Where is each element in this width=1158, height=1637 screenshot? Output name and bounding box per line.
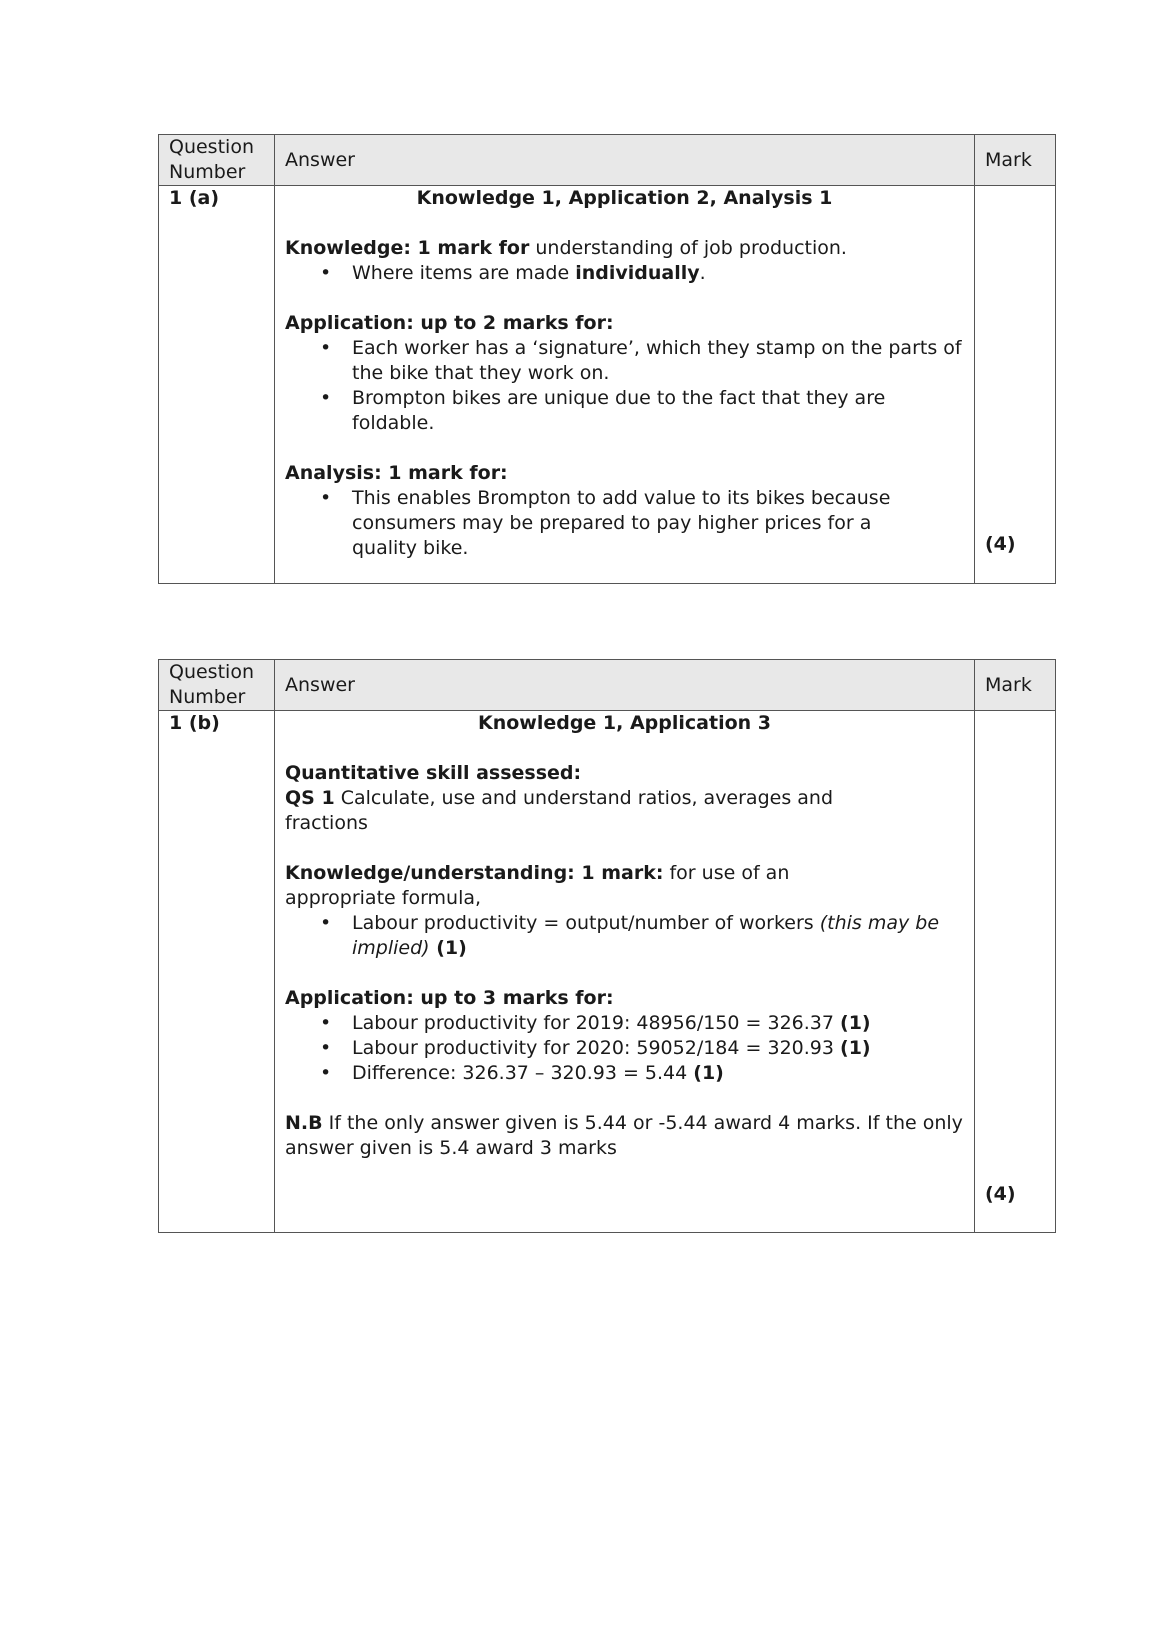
header-mark: Mark xyxy=(975,660,1056,711)
bullet-mark: (1) xyxy=(840,1037,871,1059)
bullet-mark: (1) xyxy=(693,1062,724,1084)
qs-text: Calculate, use and understand ratios, averages and fractions xyxy=(285,787,834,834)
marks-heading: Knowledge 1, Application 2, Analysis 1 xyxy=(416,187,833,209)
qs-code: QS 1 xyxy=(285,787,335,809)
bullet-mark: (1) xyxy=(429,937,467,959)
mark-value: (4) xyxy=(975,711,1056,1233)
list-item: • Each worker has a ‘signature’, which they stamp on the parts of the bike that they work on. xyxy=(352,336,964,386)
ku-bullets xyxy=(285,911,964,961)
list-item: • This enables Brompton to add value to its bikes because consumers may be prepared to pay higher prices for a quality bike. xyxy=(352,486,964,561)
bullet-text: Where items are made xyxy=(352,262,576,284)
list-item: • Brompton bikes are unique due to the fact that they are foldable. xyxy=(352,386,964,436)
bullet-text: Labour productivity for 2019: 48956/150 = 326.37 xyxy=(352,1012,841,1034)
analysis-bullets xyxy=(285,486,964,561)
bullet-text: . xyxy=(699,262,706,284)
qs-label: Quantitative skill assessed: xyxy=(285,762,582,784)
answer-cell xyxy=(275,711,975,1233)
knowledge-label: Knowledge: 1 mark for xyxy=(285,237,530,259)
list-item xyxy=(352,261,964,286)
mark-scheme-table-1b xyxy=(158,659,1056,1233)
list-item xyxy=(352,911,964,961)
ku-section xyxy=(285,861,964,911)
analysis-label: Analysis: 1 mark for: xyxy=(285,462,508,484)
qs-description xyxy=(285,786,964,836)
header-question-number: Question Number xyxy=(159,660,275,711)
bullet-bold: individually xyxy=(575,262,700,284)
answer-cell xyxy=(275,186,975,584)
mark-value: (4) xyxy=(975,186,1056,584)
bullet-text: Labour productivity for 2020: 59052/184 = 320.93 xyxy=(352,1037,841,1059)
list-item xyxy=(352,1061,894,1086)
bullet-mark: (1) xyxy=(840,1012,871,1034)
knowledge-section xyxy=(285,236,964,261)
header-answer: Answer xyxy=(275,135,975,186)
knowledge-bullets xyxy=(285,261,964,286)
header-question-number: Question Number xyxy=(159,135,275,186)
header-row xyxy=(159,660,1056,711)
application-bullets xyxy=(285,336,964,436)
nb-label: N.B xyxy=(285,1112,323,1134)
nb-note xyxy=(285,1111,964,1161)
mark-scheme-table-1a xyxy=(158,134,1056,584)
nb-text: If the only answer given is 5.44 or -5.44 award 4 marks. If the only answer given is 5.4 award 3 marks xyxy=(285,1112,963,1159)
bullet-text: Labour productivity = output/number of workers xyxy=(352,912,820,934)
question-number: 1 (b) xyxy=(159,711,275,1233)
bullet-text: Difference: 326.37 – 320.93 = 5.44 xyxy=(352,1062,694,1084)
knowledge-text: understanding of job production. xyxy=(529,237,847,259)
ku-text: for use of an appropriate formula, xyxy=(285,862,790,909)
application-label: Application: up to 3 marks for: xyxy=(285,987,614,1009)
list-item xyxy=(352,1036,894,1061)
question-number: 1 (a) xyxy=(159,186,275,584)
header-row xyxy=(159,135,1056,186)
header-mark: Mark xyxy=(975,135,1056,186)
header-answer: Answer xyxy=(275,660,975,711)
application-bullets xyxy=(285,1011,964,1086)
ku-label: Knowledge/understanding: 1 mark: xyxy=(285,862,664,884)
answer-row xyxy=(159,711,1056,1233)
answer-row xyxy=(159,186,1056,584)
application-label: Application: up to 2 marks for: xyxy=(285,312,614,334)
list-item xyxy=(352,1011,894,1036)
bullet-italic: (this may be implied) xyxy=(352,912,940,959)
marks-heading: Knowledge 1, Application 3 xyxy=(477,712,772,734)
